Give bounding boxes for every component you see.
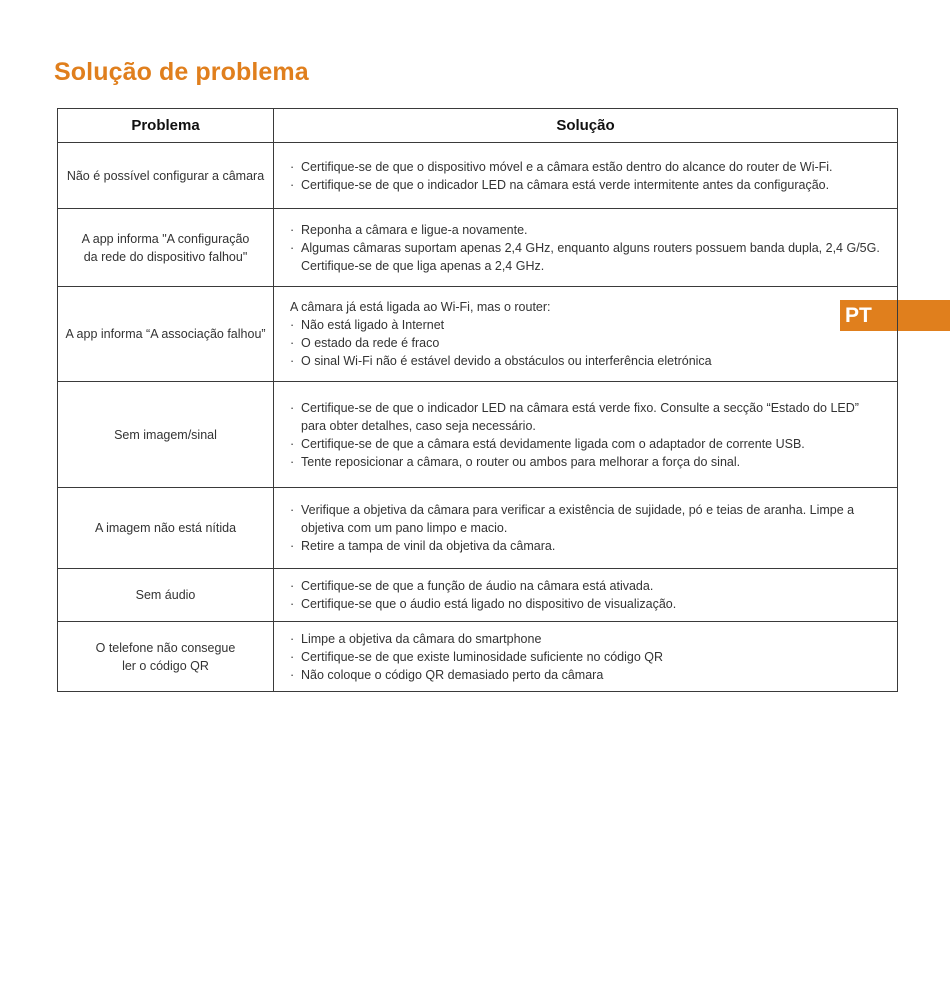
problem-cell: A imagem não está nítida [58,488,274,569]
table-row [58,488,898,569]
table-row [58,622,898,692]
problem-cell: Sem imagem/sinal [58,382,274,488]
solution-list [290,577,881,613]
solution-list [290,501,881,555]
table-row [58,143,898,209]
solution-intro: A câmara já está ligada ao Wi-Fi, mas o router: [290,300,551,314]
solution-item: · Certifique-se de que a função de áudio na câmara está ativada. [290,577,881,595]
solution-item: · Retire a tampa de vinil da objetiva da câmara. [290,537,881,555]
solution-item: · Algumas câmaras suportam apenas 2,4 GHz, enquanto alguns routers possuem banda dupla, 2,4 G/5G. Certifique-se de que liga apenas a 2,4 GHz. [290,239,881,275]
solution-item: · Reponha a câmara e ligue-a novamente. [290,221,881,239]
solution-cell [274,209,898,287]
solution-cell [274,622,898,692]
problem-cell: A app informa "A configuração da rede do dispositivo falhou" [58,209,274,287]
page-title: Solução de problema [54,58,309,86]
solution-list [290,630,881,684]
language-tab: PT [840,300,950,331]
solution-item: · O estado da rede é fraco [290,334,881,352]
solution-item: · Certifique-se que o áudio está ligado no dispositivo de visualização. [290,595,881,613]
solution-list [290,316,881,370]
solution-item: · Tente reposicionar a câmara, o router ou ambos para melhorar a força do sinal. [290,453,881,471]
problem-cell: A app informa “A associação falhou” [58,287,274,382]
solution-item: · Certifique-se de que o dispositivo móvel e a câmara estão dentro do alcance do router de Wi-Fi. [290,158,881,176]
solution-cell [274,382,898,488]
solution-cell [274,143,898,209]
solution-cell [274,569,898,622]
solution-item: · O sinal Wi-Fi não é estável devido a obstáculos ou interferência eletrónica [290,352,881,370]
header-problem: Problema [58,109,274,143]
troubleshooting-table [57,108,898,692]
problem-cell: O telefone não consegue ler o código QR [58,622,274,692]
table-row [58,382,898,488]
table-header-row [58,109,898,143]
solution-item: · Certifique-se de que a câmara está devidamente ligada com o adaptador de corrente USB. [290,435,881,453]
solution-item: · Certifique-se de que o indicador LED na câmara está verde fixo. Consulte a secção “Estado do LED” para obter detalhes, caso seja necessário. [290,399,881,435]
table-row [58,209,898,287]
header-solution: Solução [274,109,898,143]
table-row [58,287,898,382]
solution-item: · Limpe a objetiva da câmara do smartphone [290,630,881,648]
solution-list [290,399,881,471]
solution-cell [274,287,898,382]
solution-list [290,158,881,194]
solution-list [290,221,881,275]
solution-item: · Certifique-se de que o indicador LED na câmara está verde intermitente antes da configuração. [290,176,881,194]
solution-item: · Não coloque o código QR demasiado perto da câmara [290,666,881,684]
problem-cell: Sem áudio [58,569,274,622]
solution-cell [274,488,898,569]
problem-cell: Não é possível configurar a câmara [58,143,274,209]
solution-item: · Certifique-se de que existe luminosidade suficiente no código QR [290,648,881,666]
table-row [58,569,898,622]
solution-item: · Não está ligado à Internet [290,316,881,334]
solution-item: · Verifique a objetiva da câmara para verificar a existência de sujidade, pó e teias de aranha. Limpe a objetiva com um pano limpo e macio. [290,501,881,537]
